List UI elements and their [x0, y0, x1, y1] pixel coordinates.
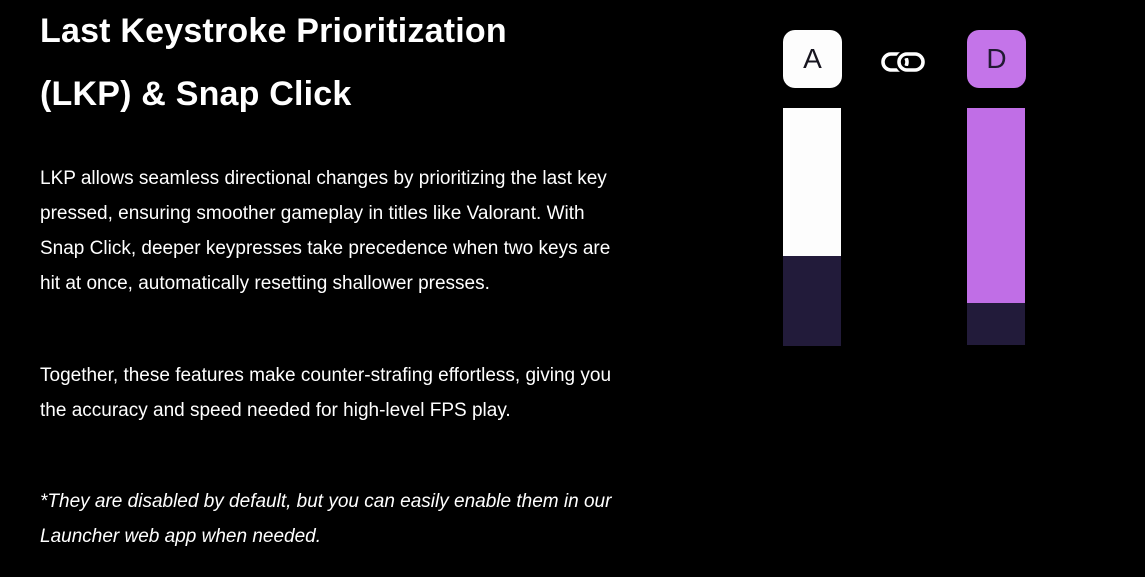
key-a-bar-top-segment [783, 108, 841, 256]
page-title [40, 0, 640, 126]
key-d-travel-bar [967, 108, 1025, 345]
page-title-line2: (LKP) & Snap Click [40, 75, 352, 113]
key-a-bar-bottom-segment [783, 256, 841, 346]
keycap-d [967, 30, 1026, 88]
paragraph-counter-strafing: Together, these features make counter-strafing effortless, giving you the accuracy and speed needed for high-level FPS play. [40, 365, 612, 421]
keycap-d-label: D [986, 43, 1007, 74]
keycap-a [783, 30, 842, 88]
footnote-disabled-by-default: *They are disabled by default, but you can easily enable them in our Launcher web app when needed. [40, 491, 612, 547]
paragraph-lkp-description: LKP allows seamless directional changes by prioritizing the last key pressed, ensuring smoother gameplay in titles like Valorant. With Snap Click, deeper keypresses take precedence when two keys are hit at once, automatically resetting shallower presses. [40, 168, 611, 294]
key-d-bar-bottom-segment [967, 303, 1025, 345]
key-a-travel-bar [783, 108, 841, 346]
keycap-a-label: A [803, 43, 822, 74]
chain-link-icon [881, 52, 925, 72]
page-title-line1: Last Keystroke Prioritization [40, 12, 507, 50]
key-d-bar-top-segment [967, 108, 1025, 303]
